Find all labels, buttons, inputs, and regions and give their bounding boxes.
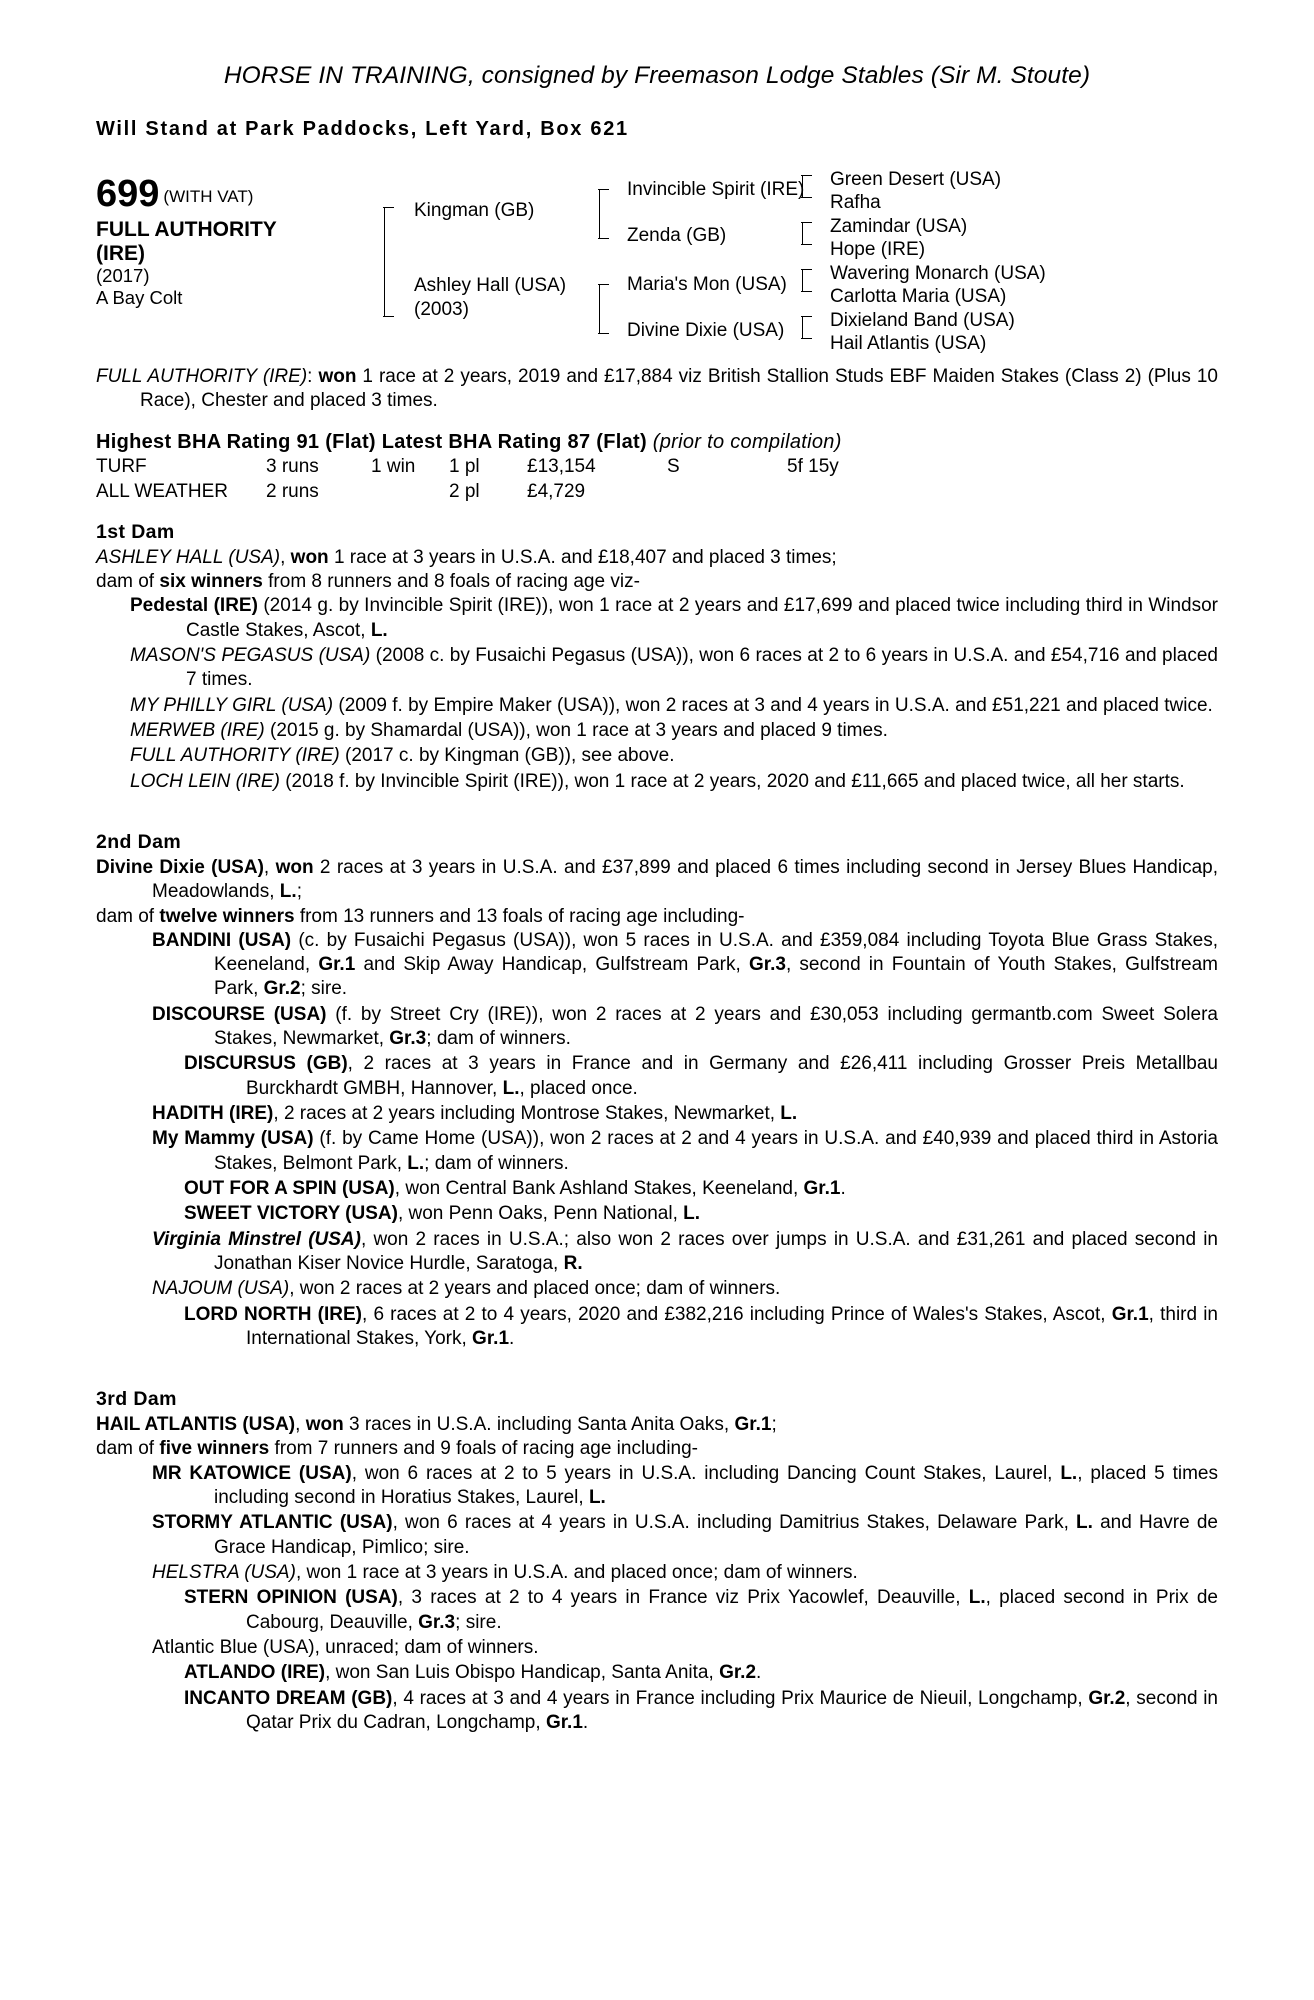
grandparent-4: Divine Dixie (USA)	[627, 320, 785, 341]
list-item	[96, 744, 1218, 768]
progeny-name: MERWEB (IRE)	[130, 719, 265, 741]
ratings-block	[96, 430, 1218, 504]
progeny-text: and Havre de Grace Handicap, Pimlico; sire.	[214, 1512, 1218, 1558]
cell-wins: 1 win	[371, 456, 416, 478]
progeny-name: STERN OPINION (USA)	[184, 1587, 398, 1609]
progeny-name: LORD NORTH (IRE)	[184, 1303, 363, 1325]
progeny-text: ; dam of winners.	[424, 1152, 569, 1174]
third-dam-won: won	[305, 1414, 344, 1436]
second-dam-won: won	[275, 856, 314, 878]
progeny-text: , 2 races at 2 years including Montrose Stakes, Newmarket,	[273, 1103, 781, 1124]
progeny-grade: Gr.3	[748, 954, 786, 976]
cell-runs: 2 runs	[266, 480, 319, 502]
horse-name-suffix: (IRE)	[96, 241, 145, 265]
progeny-text: ; dam of winners.	[426, 1028, 571, 1050]
second-dam-text-end: ;	[296, 881, 302, 903]
third-dam-name: HAIL ATLANTIS (USA)	[96, 1414, 296, 1436]
brace-gg-1	[802, 175, 803, 198]
progeny-text: , 2 races at 3 years in France and in Germany and £26,411 including Grosser Preis Metallbau Burckhardt GMBH, Hannover,	[246, 1053, 1218, 1099]
progeny-grade: L.	[780, 1103, 798, 1124]
horse-name	[96, 218, 326, 265]
list-item	[96, 1636, 1218, 1660]
list-item	[96, 594, 1218, 643]
first-dam-winners: six winners	[159, 571, 263, 593]
progeny-text: (2017 c. by Kingman (GB)), see above.	[339, 745, 675, 767]
first-dam-heading: 1st Dam	[96, 520, 175, 543]
list-item	[96, 1102, 1218, 1126]
list-item	[96, 1687, 1218, 1736]
progeny-text: , second in Fountain of Youth Stakes, Gulfstream Park,	[214, 954, 1219, 1000]
list-item	[96, 719, 1218, 743]
list-item	[96, 1661, 1218, 1685]
cell-surface: TURF	[96, 456, 147, 478]
list-item	[96, 1462, 1218, 1511]
cell-earnings: £13,154	[527, 456, 596, 478]
progeny-text: , placed second in Prix de Cabourg, Deauville,	[246, 1587, 1218, 1633]
great-grandparent-6: Carlotta Maria (USA)	[830, 286, 1007, 307]
progeny-name: Pedestal (IRE)	[130, 595, 258, 617]
progeny-grade: L.	[502, 1077, 520, 1099]
sire-name: Kingman (GB)	[414, 200, 535, 221]
summary-horse-name: FULL AUTHORITY (IRE)	[96, 366, 308, 387]
cell-distance	[787, 480, 907, 504]
progeny-text: (2009 f. by Empire Maker (USA)), won 2 races at 3 and 4 years in U.S.A. and £51,221 and placed twice.	[333, 694, 1213, 716]
cell-places: 2 pl	[449, 480, 480, 502]
grandparent-3: Maria's Mon (USA)	[627, 274, 787, 295]
progeny-text: , placed 5 times including second in Horatius Stakes, Laurel,	[214, 1462, 1218, 1509]
list-item	[96, 1277, 1218, 1301]
first-dam-line2	[96, 570, 1218, 594]
progeny-name: BANDINI (USA)	[152, 929, 292, 951]
list-item	[96, 770, 1218, 794]
table-row	[96, 455, 907, 479]
progeny-text: , won 6 races at 4 years in U.S.A. including Damitrius Stakes, Delaware Park,	[392, 1512, 1077, 1534]
third-dam-sep: ,	[295, 1414, 306, 1436]
progeny-grade: L.	[968, 1587, 986, 1609]
dam-name: Ashley Hall (USA)	[414, 275, 567, 296]
third-dam-text: 3 races in U.S.A. including Santa Anita Oaks,	[343, 1414, 735, 1436]
progeny-text: and Skip Away Handicap, Gulfstream Park,	[355, 954, 749, 976]
progeny-text: , won 6 races at 2 to 5 years in U.S.A. including Dancing Count Stakes, Laurel,	[351, 1462, 1061, 1484]
progeny-text: ; sire.	[300, 978, 348, 1000]
progeny-name: ATLANDO (IRE)	[184, 1662, 326, 1684]
progeny-text: , 3 races at 2 to 4 years in France viz Prix Yacowlef, Deauville,	[397, 1587, 969, 1609]
second-dam-line1	[96, 856, 1218, 905]
progeny-name: DISCOURSE (USA)	[152, 1003, 327, 1025]
second-dam-runners: from 13 runners and 13 foals of racing age including-	[294, 905, 745, 927]
progeny-text: , 4 races at 3 and 4 years in France including Prix Maurice de Nieuil, Longchamp,	[392, 1687, 1089, 1709]
great-grandparent-7: Dixieland Band (USA)	[830, 310, 1015, 331]
progeny-grade: R.	[563, 1252, 583, 1274]
progeny-name: STORMY ATLANTIC (USA)	[152, 1512, 393, 1534]
cell-s	[667, 480, 787, 504]
progeny-text: , placed once.	[519, 1077, 638, 1099]
lot-number: 699	[96, 173, 160, 215]
second-dam-line2	[96, 905, 1218, 929]
list-item	[96, 1003, 1218, 1052]
summary-colon: :	[307, 366, 319, 387]
progeny-text: , won 2 races at 2 years and placed once; dam of winners.	[289, 1278, 781, 1300]
ratings-heading-text: Highest BHA Rating 91 (Flat) Latest BHA Rating 87 (Flat)	[96, 430, 647, 453]
third-dam-text-end: ;	[771, 1414, 777, 1436]
table-row	[96, 480, 907, 504]
progeny-text: (2015 g. by Shamardal (USA)), won 1 race at 3 years and placed 9 times.	[264, 719, 888, 741]
third-dam-grade: Gr.1	[734, 1414, 772, 1436]
progeny-grade: L.	[1060, 1462, 1078, 1484]
second-dam-grade: L.	[279, 881, 297, 903]
progeny-text: (c. by Fusaichi Pegasus (USA)), won 5 races in U.S.A. and £359,084 including Toyota Blue Grass Stakes, Keeneland,	[214, 929, 1218, 976]
list-item	[96, 1202, 1218, 1226]
brace-level-1	[384, 207, 385, 317]
cell-s: S	[667, 456, 680, 478]
cell-distance: 5f 15y	[787, 456, 839, 478]
list-item	[96, 1177, 1218, 1201]
horse-summary	[96, 365, 1218, 414]
page-header-title: HORSE IN TRAINING, consigned by Freemason Lodge Stables (Sir M. Stoute)	[223, 62, 1091, 89]
horse-name-text: FULL AUTHORITY	[96, 218, 277, 241]
first-dam-runners: from 8 runners and 8 foals of racing age viz-	[262, 571, 640, 593]
third-dam-runners: from 7 runners and 9 foals of racing age including-	[269, 1438, 699, 1460]
cell-surface: ALL WEATHER	[96, 480, 228, 502]
progeny-grade: Gr.3	[389, 1028, 427, 1050]
progeny-grade: L.	[1076, 1512, 1093, 1534]
progeny-grade: Gr.1	[545, 1711, 583, 1733]
third-dam-heading: 3rd Dam	[96, 1388, 177, 1411]
dam-year: (2003)	[414, 299, 469, 320]
summary-text: 1 race at 2 years, 2019 and £17,884 viz British Stallion Studs EBF Maiden Stakes (Class 2) (Plus 10 Race), Chester and placed 3 times.	[140, 366, 1219, 412]
brace-gg-2	[802, 222, 803, 245]
second-dam-sep: ,	[263, 856, 276, 878]
third-dam-line2	[96, 1437, 1218, 1461]
progeny-text: , won 2 races in U.S.A.; also won 2 races over jumps in U.S.A. and £31,261 and placed second in Jonathan Kiser Novice Hurdle, Saratoga,	[214, 1228, 1218, 1274]
progeny-name: My Mammy (USA)	[152, 1128, 314, 1150]
great-grandparent-1: Green Desert (USA)	[830, 169, 1002, 190]
first-dam-section	[96, 520, 1218, 794]
progeny-grade: Gr.2	[263, 978, 301, 1000]
second-dam-name: Divine Dixie (USA)	[96, 856, 264, 878]
great-grandparent-8: Hail Atlantis (USA)	[830, 333, 987, 354]
progeny-name: MR KATOWICE (USA)	[152, 1462, 352, 1484]
progeny-grade: Gr.1	[803, 1177, 841, 1199]
list-item	[96, 1511, 1218, 1560]
progeny-name: FULL AUTHORITY (IRE)	[130, 745, 340, 767]
summary-won: won	[318, 366, 357, 387]
progeny-name: DISCURSUS (GB)	[184, 1053, 348, 1075]
progeny-grade: Gr.1	[318, 954, 356, 976]
progeny-grade: L.	[370, 619, 388, 641]
stand-location-line: Will Stand at Park Paddocks, Left Yard, Box 621	[96, 118, 629, 140]
progeny-grade: Gr.2	[719, 1662, 757, 1684]
list-item	[96, 1052, 1218, 1101]
brace-dam-parents	[599, 284, 600, 334]
progeny-text: , won Penn Oaks, Penn National,	[397, 1203, 684, 1225]
horse-foaling-year: (2017)	[96, 265, 150, 287]
progeny-text: .	[840, 1177, 846, 1199]
progeny-text: ; sire.	[455, 1611, 502, 1633]
progeny-grade: L.	[407, 1152, 425, 1174]
first-dam-name: ASHLEY HALL (USA)	[96, 546, 281, 568]
progeny-text: , unraced; dam of winners.	[314, 1636, 539, 1658]
second-dam-section	[96, 830, 1218, 1351]
first-dam-damof: dam of	[96, 571, 160, 593]
progeny-text: , won San Luis Obispo Handicap, Santa Anita,	[325, 1662, 720, 1684]
pedigree-chart	[96, 167, 1218, 354]
grandparent-2: Zenda (GB)	[627, 225, 727, 246]
ratings-heading	[96, 430, 1218, 456]
progeny-name: HELSTRA (USA)	[152, 1561, 296, 1583]
list-item	[96, 929, 1218, 1002]
great-grandparent-3: Zamindar (USA)	[830, 216, 968, 237]
progeny-text: , won 1 race at 3 years in U.S.A. and placed once; dam of winners.	[295, 1561, 858, 1583]
horse-description: A Bay Colt	[96, 287, 183, 309]
list-item	[96, 1303, 1218, 1352]
first-dam-text: 1 race at 3 years in U.S.A. and £18,407 and placed 3 times;	[328, 546, 837, 568]
third-dam-line1	[96, 1413, 1218, 1437]
brace-gg-4	[802, 316, 803, 339]
list-item	[96, 1228, 1218, 1277]
ratings-table	[96, 455, 907, 504]
progeny-grade: Gr.1	[1111, 1303, 1149, 1325]
third-dam-winners: five winners	[159, 1438, 270, 1460]
cell-wins	[371, 480, 449, 504]
progeny-grade: Gr.3	[418, 1611, 456, 1633]
progeny-text: (2018 f. by Invincible Spirit (IRE)), won 1 race at 2 years, 2020 and £11,665 and placed twice, all her starts.	[279, 770, 1185, 792]
great-grandparent-4: Hope (IRE)	[830, 239, 926, 260]
progeny-grade: L.	[683, 1203, 701, 1225]
progeny-grade: L.	[588, 1487, 606, 1509]
cell-earnings: £4,729	[527, 480, 586, 502]
list-item	[96, 1561, 1218, 1585]
list-item	[96, 1127, 1218, 1176]
list-item	[96, 644, 1218, 693]
first-dam-line1	[96, 546, 1218, 570]
progeny-text: , second in Qatar Prix du Cadran, Longchamp,	[246, 1687, 1218, 1733]
third-dam-damof: dam of	[96, 1438, 160, 1460]
progeny-text: .	[582, 1711, 589, 1733]
second-dam-winners: twelve winners	[159, 905, 295, 927]
lot-identity	[96, 175, 326, 309]
second-dam-heading: 2nd Dam	[96, 830, 182, 853]
cell-runs: 3 runs	[266, 456, 319, 478]
progeny-text: , 6 races at 2 to 4 years, 2020 and £382,216 including Prince of Wales's Stakes, Ascot,	[362, 1303, 1112, 1325]
progeny-text: .	[509, 1327, 515, 1349]
third-dam-section	[96, 1387, 1218, 1735]
progeny-text: (2014 g. by Invincible Spirit (IRE)), won 1 race at 2 years and £17,699 and placed twice including third in Windsor Castle Stakes, Ascot,	[186, 595, 1218, 641]
progeny-text: (2008 c. by Fusaichi Pegasus (USA)), won 6 races at 2 to 6 years in U.S.A. and £54,716 and placed 7 times.	[186, 645, 1218, 691]
progeny-name: INCANTO DREAM (GB)	[184, 1687, 393, 1709]
progeny-name: NAJOUM (USA)	[152, 1278, 290, 1300]
progeny-name: SWEET VICTORY (USA)	[184, 1203, 398, 1225]
progeny-name: LOCH LEIN (IRE)	[130, 770, 280, 792]
list-item	[96, 1586, 1218, 1635]
progeny-grade: Gr.1	[472, 1327, 510, 1349]
progeny-text: .	[756, 1662, 762, 1684]
list-item	[96, 694, 1218, 718]
progeny-name: HADITH (IRE)	[152, 1103, 274, 1124]
progeny-name: MASON'S PEGASUS (USA)	[130, 645, 371, 667]
ratings-heading-note: (prior to compilation)	[652, 430, 842, 453]
grandparent-1: Invincible Spirit (IRE)	[627, 179, 805, 200]
progeny-text: (f. by Street Cry (IRE)), won 2 races at 2 years and £30,053 including germantb.com Sweet Solera Stakes, Newmarket,	[214, 1003, 1218, 1050]
progeny-text: , won Central Bank Ashland Stakes, Keeneland,	[394, 1177, 804, 1199]
progeny-name: OUT FOR A SPIN (USA)	[184, 1177, 395, 1199]
brace-sire-parents	[599, 189, 600, 239]
progeny-text: (f. by Came Home (USA)), won 2 races at 2 and 4 years in U.S.A. and £40,939 and placed third in Astoria Stakes, Belmont Park,	[214, 1128, 1218, 1174]
progeny-text: , third in International Stakes, York,	[246, 1303, 1218, 1349]
first-dam-won: won	[290, 546, 329, 568]
great-grandparent-5: Wavering Monarch (USA)	[830, 263, 1046, 284]
progeny-name: Atlantic Blue (USA)	[152, 1636, 315, 1658]
first-dam-sep: ,	[280, 546, 291, 568]
great-grandparent-2: Rafha	[830, 192, 881, 213]
cell-places: 1 pl	[449, 456, 480, 478]
second-dam-text: 2 races at 3 years in U.S.A. and £37,899 and placed 6 times including second in Jersey Blues Handicap, Meadowlands,	[152, 856, 1218, 903]
progeny-grade: Gr.2	[1088, 1687, 1126, 1709]
progeny-name: Virginia Minstrel (USA)	[152, 1228, 361, 1250]
brace-gg-3	[802, 269, 803, 292]
lot-vat-note: (WITH VAT)	[163, 187, 254, 206]
second-dam-damof: dam of	[96, 905, 160, 927]
progeny-name: MY PHILLY GIRL (USA)	[130, 694, 334, 716]
